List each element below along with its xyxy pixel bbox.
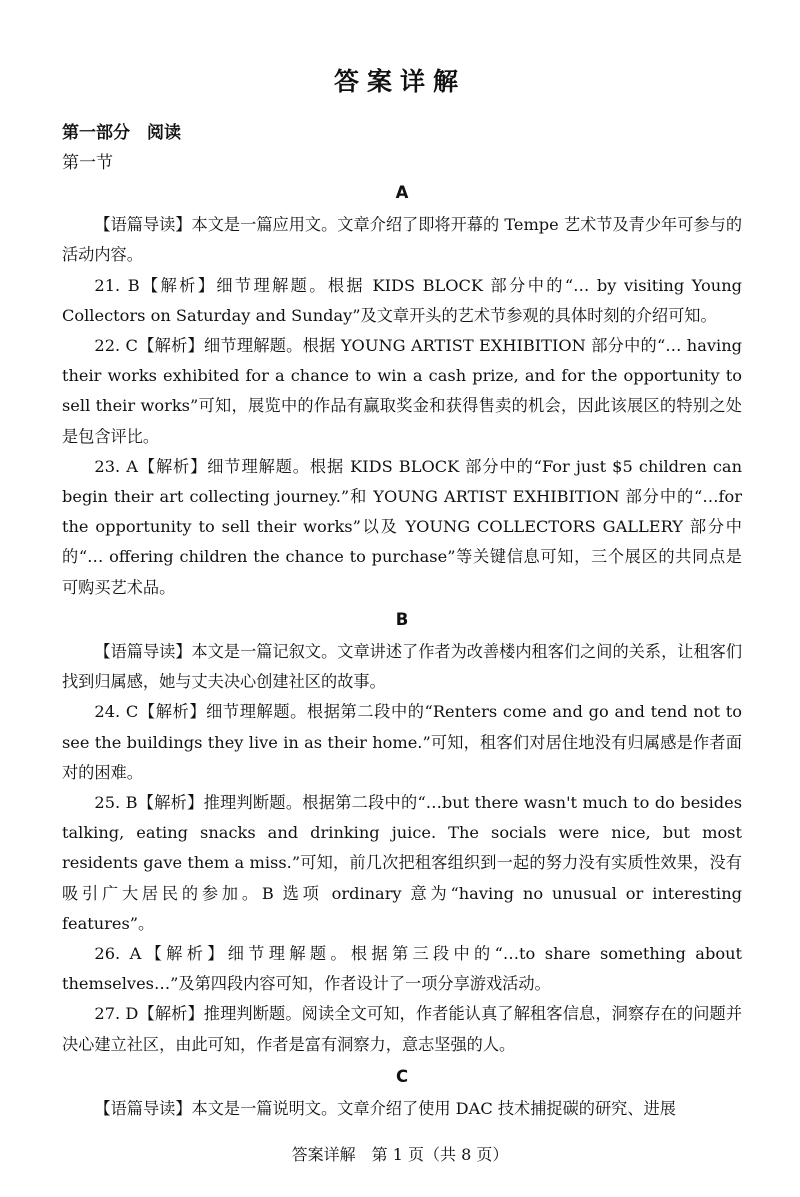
question-answer: D — [125, 1004, 139, 1024]
question-answer: C — [125, 702, 139, 722]
explanation-tag: 【解析】 — [137, 456, 208, 476]
explanation-tag: 【解析】 — [137, 336, 204, 356]
intro-text: 本文是一篇应用文。文章介绍了即将开幕的 Tempe 艺术节及青少年可参与的活动内容。 — [62, 215, 743, 265]
page-footer: 答案详解 第 1 页（共 8 页） — [291, 1145, 509, 1164]
intro-tag: 【语篇导读】 — [94, 1099, 192, 1119]
page-title: 答案详解 — [333, 67, 466, 96]
intro-text: 本文是一篇说明文。文章介绍了使用 DAC 技术捕捉碳的研究、进展 — [191, 1099, 676, 1119]
question-answer: A — [129, 944, 142, 964]
question-number: 22. — [94, 336, 121, 356]
question-number: 25. — [94, 793, 121, 813]
explanation-text: 推理判断题。阅读全文可知，作者能认真了解租客信息，洞察存在的问题并决心建立社区，由此可知，作者是富有洞察力，意志坚强的人。 — [62, 1004, 743, 1054]
question-explanation — [62, 697, 742, 788]
question-answer: A — [126, 456, 138, 476]
explanation-tag: 【解析】 — [138, 1004, 204, 1024]
question-number: 21. — [94, 275, 121, 295]
explanation-tag: 【解析】 — [139, 275, 217, 295]
passage-intro — [62, 1094, 742, 1124]
passage-intro — [62, 637, 742, 697]
question-number: 26. — [94, 944, 121, 964]
passage-label-b: B — [395, 609, 409, 629]
intro-tag: 【语篇导读】 — [94, 215, 192, 235]
passage-intro — [62, 210, 742, 270]
question-number: 23. — [94, 456, 121, 476]
explanation-text: 推理判断题。根据第二段中的“…but there wasn't much to do besides talking, eating snacks and drinking juice. The socials were nice, but most residents gave them a miss.”可知，前几次把租客组织到一起的努力没有实质性效果，没有吸引广大居民的参加。B 选项 ordinary 意为“having no unusual or interesting features”。 — [62, 793, 743, 933]
question-explanation — [62, 788, 742, 939]
explanation-text: 细节理解题。根据 YOUNG ARTIST EXHIBITION 部分中的“… having their works exhibited for a chance to win a cash prize, and for the opportunity to sell their works”可知，展览中的作品有赢取奖金和获得售卖的机会，因此该展区的特别之处是包含评比。 — [62, 336, 742, 446]
question-explanation — [62, 331, 742, 452]
question-number: 24. — [94, 702, 121, 722]
explanation-text: 细节理解题。根据第二段中的“Renters come and go and tend not to see the buildings they live in as their home.”可知，租客们对居住地没有归属感是作者面对的困难。 — [62, 702, 742, 782]
passage-content — [62, 176, 742, 1124]
passage-label-c: C — [395, 1066, 409, 1086]
part-heading: 第一部分 阅读 — [62, 123, 181, 143]
section-heading: 第一节 — [62, 153, 113, 173]
explanation-tag: 【解析】 — [138, 702, 207, 722]
question-explanation — [62, 999, 742, 1059]
question-answer: B — [127, 275, 140, 295]
explanation-tag: 【解析】 — [141, 944, 228, 964]
question-explanation — [62, 271, 742, 331]
explanation-text: 细节理解题。根据 KIDS BLOCK 部分中的“For just $5 children can begin their art collecting journey.”和 YOUNG ARTIST EXHIBITION 部分中的“…for the opportunity to sell their works”以及 YOUNG COLLECTORS GALLERY 部分中的“… offering children the chance to purchase”等关键信息可知，三个展区的共同点是可购买艺术品。 — [62, 456, 742, 597]
question-explanation — [62, 939, 742, 999]
question-explanation — [62, 452, 742, 603]
question-answer: C — [125, 336, 138, 356]
intro-tag: 【语篇导读】 — [94, 642, 192, 662]
explanation-text: 细节理解题。根据 KIDS BLOCK 部分中的“… by visiting Young Collectors on Saturday and Sunday”及文章开头的艺术节参观的具体时刻的介绍可知。 — [62, 275, 742, 325]
explanation-tag: 【解析】 — [137, 793, 204, 813]
intro-text: 本文是一篇记叙文。文章讲述了作者为改善楼内租客们之间的关系，让租客们找到归属感，她与丈夫决心创建社区的故事。 — [62, 642, 743, 692]
explanation-text: 细节理解题。根据第三段中的“…to share something about themselves…”及第四段内容可知，作者设计了一项分享游戏活动。 — [62, 944, 742, 994]
question-answer: B — [125, 793, 138, 813]
question-number: 27. — [94, 1004, 121, 1024]
passage-label-a: A — [395, 183, 409, 202]
